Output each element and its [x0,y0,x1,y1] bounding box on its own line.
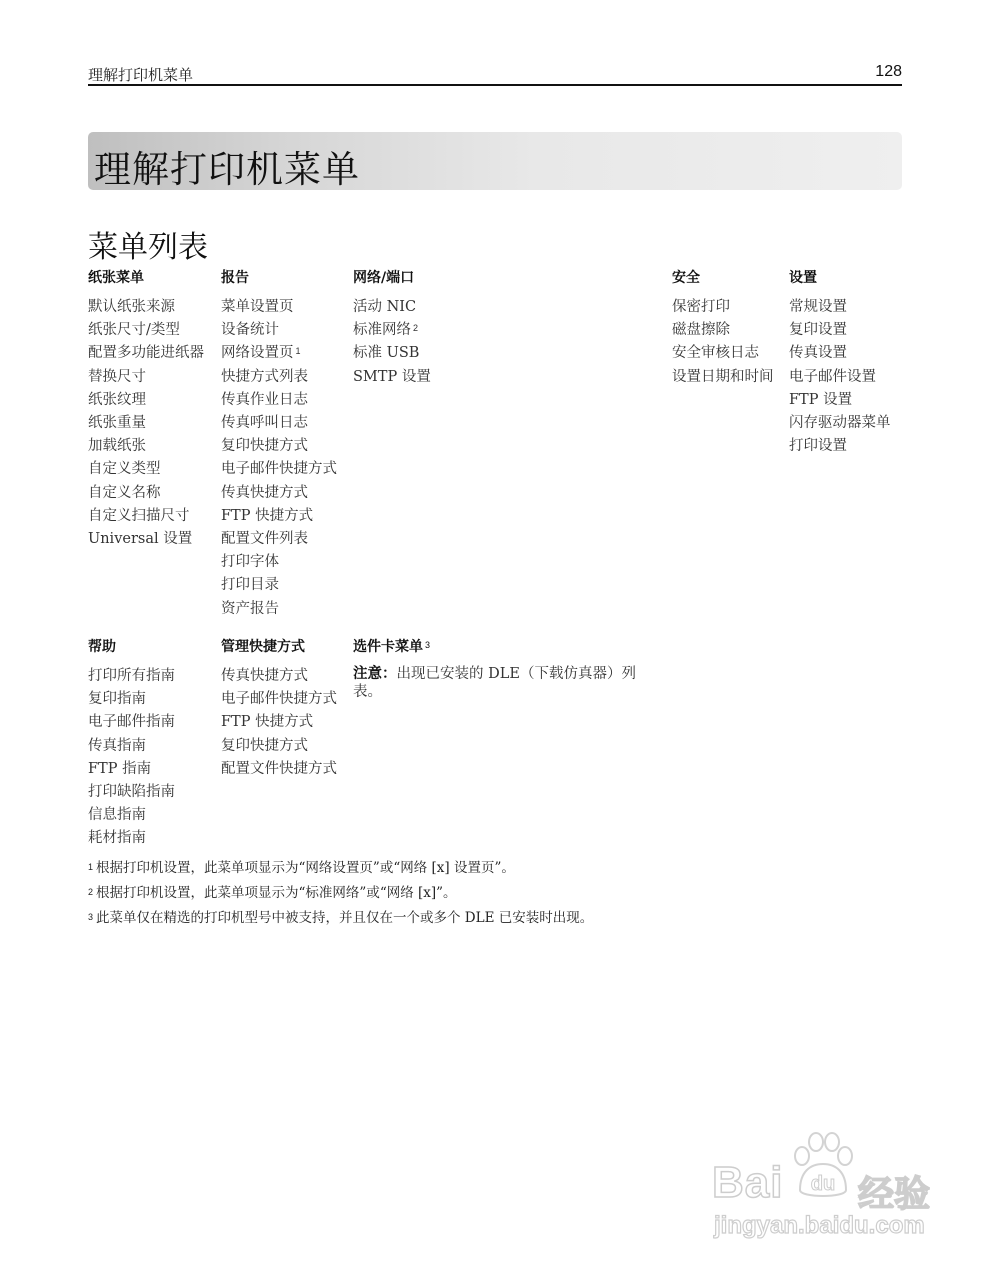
menu-item [88,711,175,734]
menu-item-label: 打印设置 [789,438,847,455]
menu-item-label: 纸张重量 [88,415,146,432]
note-text: 出现已安装的 DLE（下载仿真器）列表。 [353,666,636,700]
watermark-logo-text: Bai [712,1158,784,1207]
menu-item-label: Universal 设置 [88,531,193,548]
column-heading-text: 选件卡菜单 [353,639,423,655]
menu-item-label: 复印设置 [789,322,847,339]
column-heading: 安全 [672,270,700,286]
menu-item-label: FTP 快捷方式 [221,507,314,524]
menu-item [88,366,204,389]
menu-item [88,482,204,505]
chapter-title-bar [88,132,902,190]
menu-item [789,366,891,389]
menu-item-label: 传真快捷方式 [221,668,308,684]
menu-item-label: 自定义扫描尺寸 [88,507,190,524]
page-header [88,62,902,86]
menu-item-label: 电子邮件指南 [88,714,175,731]
menu-item-label: FTP 快捷方式 [221,714,314,731]
menu-item-label: 打印字体 [221,554,279,571]
menu-item-label: 传真设置 [789,345,847,362]
menu-item [789,296,891,319]
column-heading: 报告 [221,270,249,286]
menu-item-label: 保密打印 [672,299,730,315]
menu-item-label: 自定义名称 [88,484,161,501]
footnote-1 [88,856,902,881]
watermark-jingyan: 经验 [858,1174,931,1215]
footnote-text: 此菜单仅在精选的打印机型号中被支持，并且仅在一个或多个 DLE 已安装时出现。 [96,910,594,926]
menu-item-label: 磁盘擦除 [672,322,730,339]
menu-item [221,711,337,734]
column-heading [353,637,653,665]
footnote-ref: 2 [413,323,419,334]
menu-item [672,319,774,342]
menu-item-label: FTP 指南 [88,760,152,777]
menu-item [672,342,774,365]
menu-item [88,458,204,481]
menu-column-help [88,637,175,851]
menu-column-option-card [353,637,653,701]
menu-item-label: 传真指南 [88,737,146,754]
footnote-marker: 2 [88,887,94,897]
column-heading: 管理快捷方式 [221,639,305,655]
menu-item-label: 复印指南 [88,691,146,708]
menu-item [353,319,431,342]
column-heading: 设置 [789,270,817,286]
menu-item [353,342,431,365]
menu-item [88,319,204,342]
menu-item-list [221,296,337,621]
menu-item-label: 安全审核日志 [672,345,759,362]
column-heading: 网络/端口 [353,270,415,286]
menu-item-label: 打印缺陷指南 [88,784,175,801]
menu-item [88,412,204,435]
menu-item-label: 传真作业日志 [221,391,308,408]
menu-item-list [789,296,891,458]
footnote-2 [88,881,902,906]
menu-item [88,827,175,850]
menu-item [88,804,175,827]
menu-item-label: 常规设置 [789,299,847,315]
option-card-note [353,665,653,701]
menu-item [221,389,337,412]
menu-item-list [672,296,774,389]
column-heading: 纸张菜单 [88,270,144,286]
footnote-3 [88,906,902,931]
menu-item-label: 打印目录 [221,577,279,594]
menu-item [88,665,175,688]
footnotes [88,856,902,931]
menu-item-label: 传真呼叫日志 [221,415,308,432]
menu-item [789,435,891,458]
section-title: 菜单列表 [88,230,208,265]
menu-item-label: 打印所有指南 [88,668,175,684]
menu-item-label: 复印快捷方式 [221,737,308,754]
menu-item [221,458,337,481]
svg-text:du: du [810,1173,836,1195]
menu-item [672,366,774,389]
menu-item-label: 菜单设置页 [221,299,294,315]
menu-item [88,735,175,758]
footnote-marker: 3 [88,912,94,922]
menu-item-label: 加载纸张 [88,438,146,455]
menu-item [88,389,204,412]
menu-item [88,758,175,781]
menu-item [221,482,337,505]
menu-item [221,342,337,365]
menu-item-list [88,665,175,851]
menu-item [353,366,431,389]
menu-column-paper [88,268,204,551]
menu-item-label: 复印快捷方式 [221,438,308,455]
running-title: 理解打印机菜单 [88,66,194,84]
menu-item-label: 纸张纹理 [88,391,146,408]
menu-item [789,389,891,412]
note-label: 注意： [353,666,397,682]
menu-item [88,528,204,551]
menu-item-label: 信息指南 [88,807,146,824]
footnote-marker: 1 [88,862,94,872]
menu-item-label: 设备统计 [221,322,279,339]
menu-item-label: 资产报告 [221,600,279,617]
menu-item [221,505,337,528]
menu-item [789,412,891,435]
footnote-ref: 1 [295,346,301,357]
menu-item-label: 标准 USB [353,345,420,362]
menu-item [221,296,337,319]
menu-item-label: 电子邮件快捷方式 [221,691,337,708]
baidu-jingyan-watermark [700,1132,940,1252]
menu-item [88,505,204,528]
menu-item-list [221,665,337,781]
menu-item-label: 配置文件快捷方式 [221,760,337,777]
menu-column-network [353,268,431,389]
menu-item-list [353,296,431,389]
menu-item-label: 闪存驱动器菜单 [789,415,891,432]
menu-item-label: SMTP 设置 [353,368,431,385]
menu-item-label: 快捷方式列表 [221,368,308,385]
menu-item-label: 耗材指南 [88,830,146,847]
menu-item [88,296,204,319]
menu-item [221,435,337,458]
menu-item-label: 纸张尺寸/类型 [88,322,180,339]
menu-item-label: 网络设置页 [221,345,294,362]
menu-item [221,665,337,688]
menu-item [221,551,337,574]
baidu-paw-icon [788,1132,858,1202]
chapter-title: 理解打印机菜单 [94,148,360,191]
menu-item-label: 自定义类型 [88,461,161,478]
menu-item-label: 传真快捷方式 [221,484,308,501]
menu-item [221,412,337,435]
menu-item [221,528,337,551]
menu-item-label: 配置多功能进纸器 [88,345,204,362]
menu-column-reports [221,268,337,621]
column-heading: 帮助 [88,639,116,655]
menu-item-label: FTP 设置 [789,391,853,408]
menu-item [88,342,204,365]
menu-item-label: 默认纸张来源 [88,299,175,315]
menu-column-settings [789,268,891,458]
menu-item [221,319,337,342]
menu-item [221,366,337,389]
menu-item [789,342,891,365]
menu-item [221,688,337,711]
menu-item-list [88,296,204,551]
menu-item-label: 电子邮件快捷方式 [221,461,337,478]
page-number: 128 [875,63,902,80]
menu-column-manage-shortcuts [221,637,337,781]
menu-item [88,435,204,458]
footnote-text: 根据打印机设置，此菜单项显示为“网络设置页”或“网络 [x] 设置页”。 [96,860,515,876]
menu-column-security [672,268,774,389]
menu-item [88,781,175,804]
menu-item [88,688,175,711]
menu-item-label: 配置文件列表 [221,531,308,548]
menu-item-label: 设置日期和时间 [672,368,774,385]
menu-item-label: 替换尺寸 [88,368,146,385]
menu-item-label: 活动 NIC [353,299,417,315]
menu-item [789,319,891,342]
menu-item [672,296,774,319]
footnote-text: 根据打印机设置，此菜单项显示为“标准网络”或“网络 [x]”。 [96,885,457,901]
menu-item [221,735,337,758]
watermark-url: jingyan.baidu.com [714,1212,925,1239]
menu-item [221,758,337,781]
menu-item-label: 电子邮件设置 [789,368,876,385]
menu-item [221,574,337,597]
menu-item [353,296,431,319]
menu-item [221,598,337,621]
menu-item-label: 标准网络 [353,322,411,339]
footnote-ref: 3 [425,640,431,650]
